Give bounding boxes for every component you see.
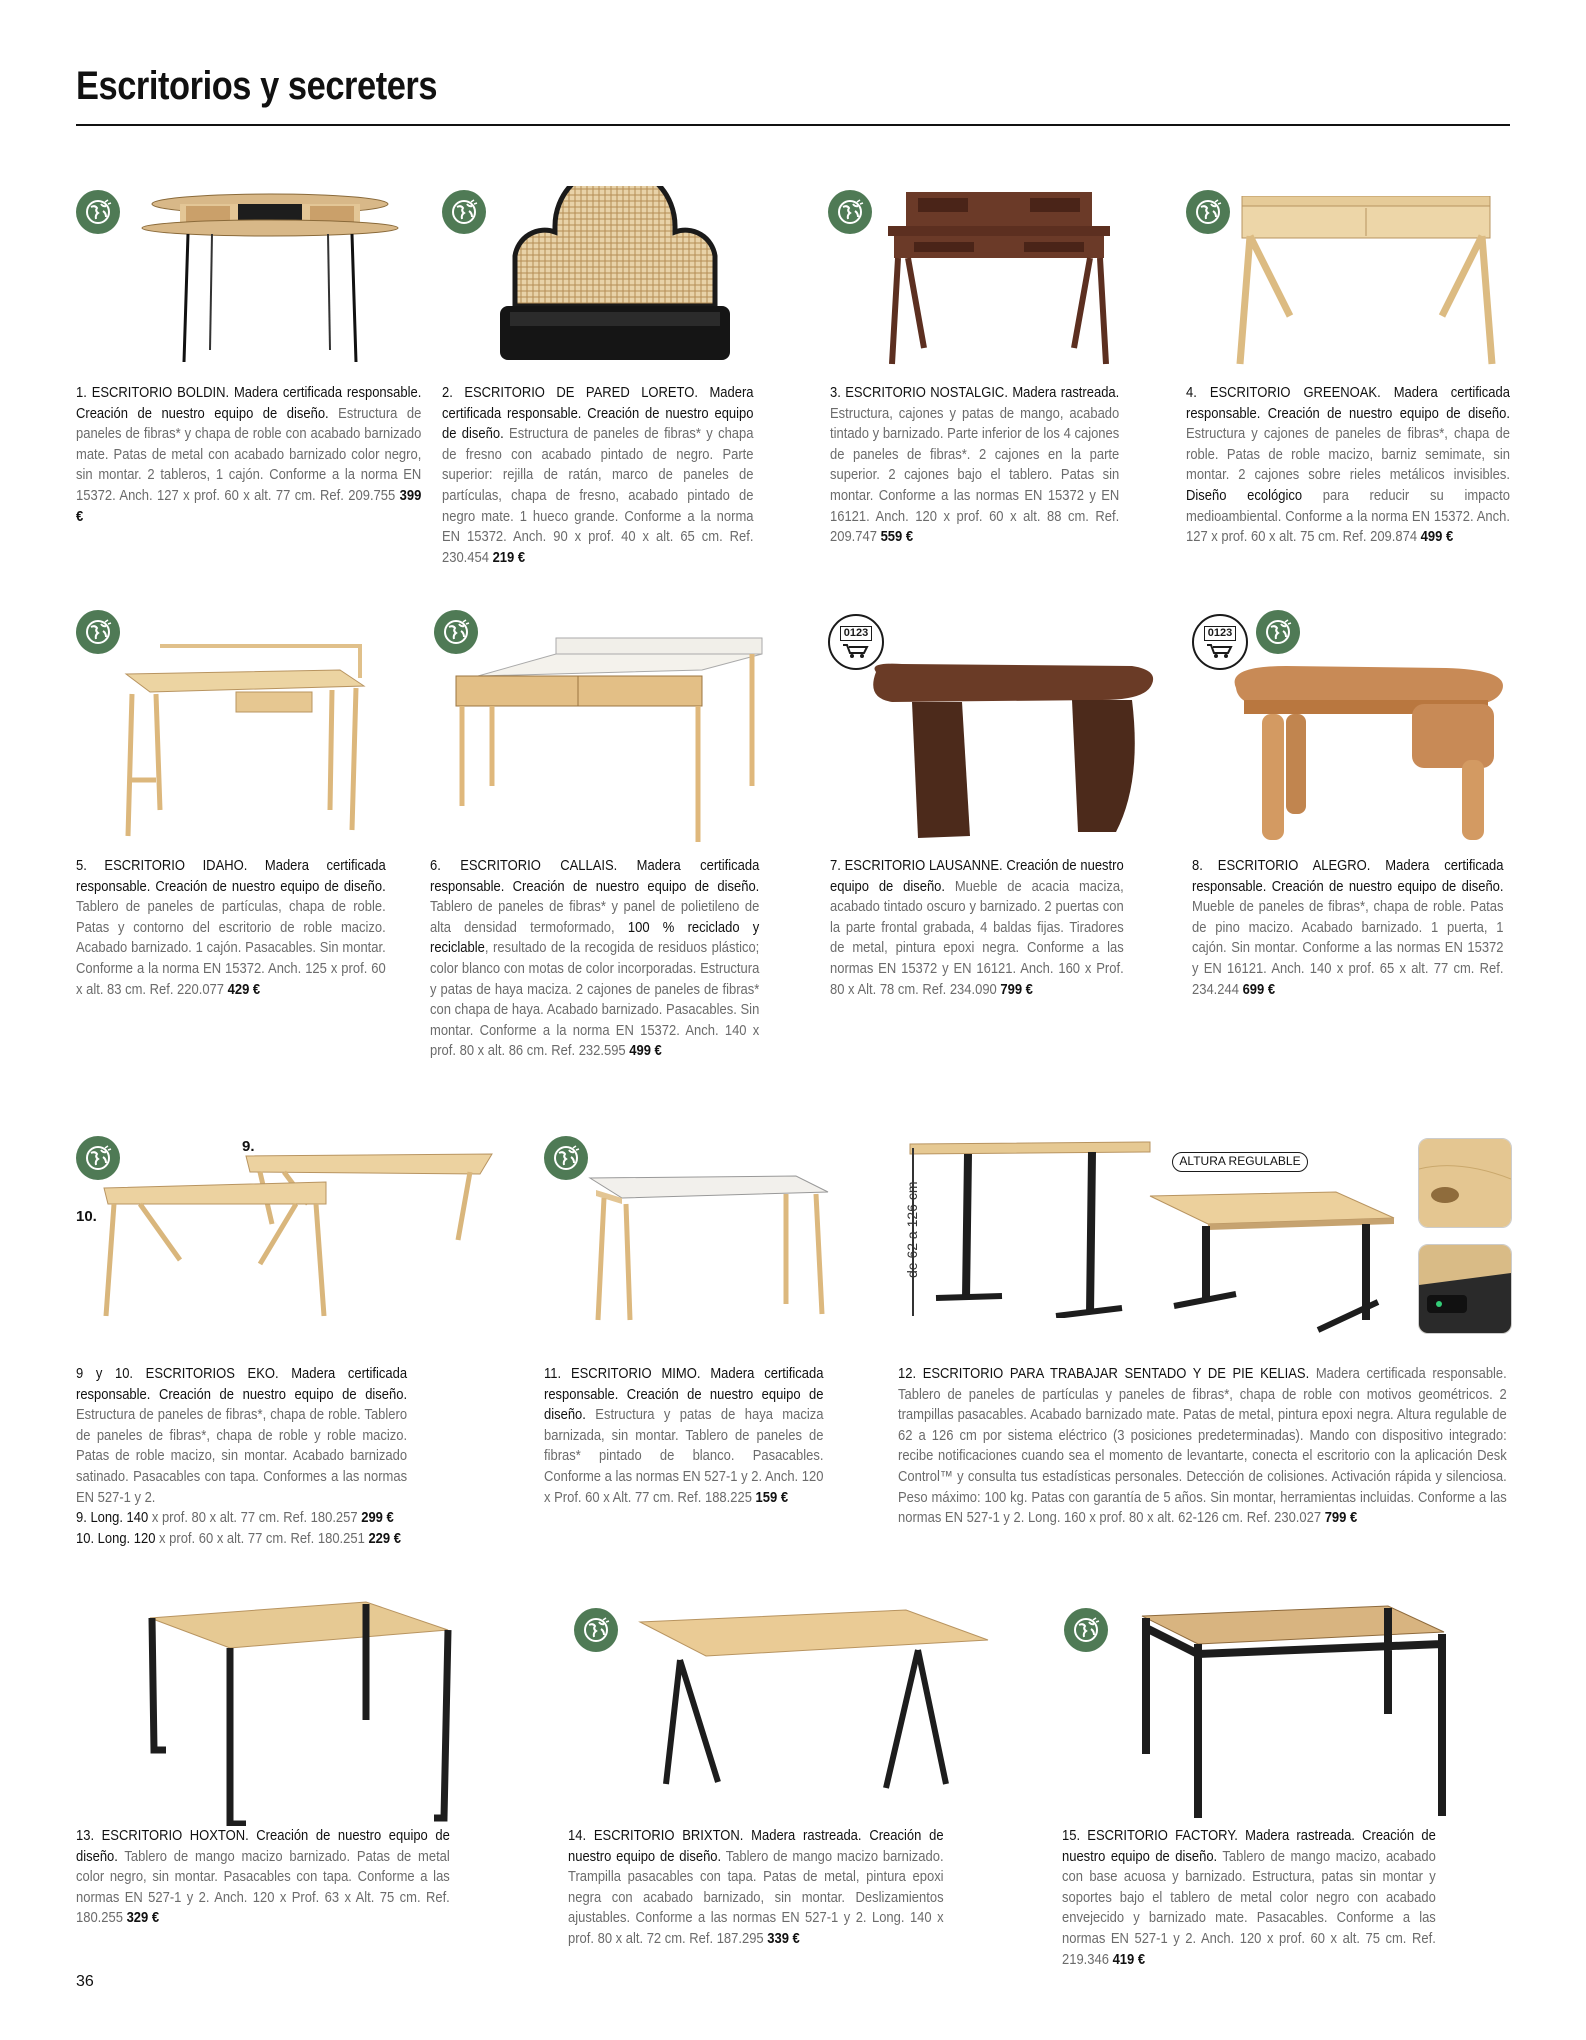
- badge-label: 0123: [1204, 626, 1236, 641]
- product-image-kelias-raised: [906, 1138, 1156, 1318]
- product-description: 8. ESCRITORIO ALEGRO. Madera certificada responsable. Creación de nuestro equipo de diseño. Mueble de paneles de fibras*, chapa de roble. Patas de pino macizo. Acabado barnizado. 1 puerta, 1 cajón. Sin montar. Conforme a las normas EN 15372 y EN 16121. Anch. 140 x prof. 65 x alt. 77 cm. Ref. 234.244 699 €: [1192, 858, 1504, 998]
- detail-image-control-panel: [1418, 1244, 1512, 1334]
- product-description: 14. ESCRITORIO BRIXTON. Madera rastreada. Creación de nuestro equipo de diseño. Tablero de mango macizo barnizado. Trampilla pasacables con tapa. Patas de metal, pintura epoxi negra con acabado barnizado, sin montar. Deslizamientos ajustables. Conforme a las normas EN 527-1 y 2. Long. 140 x prof. 80 x alt. 72 cm. Ref. 187.295 339 €: [568, 1828, 944, 1947]
- product-image-kelias-lowered: [1146, 1190, 1396, 1340]
- product-description: 12. ESCRITORIO PARA TRABAJAR SENTADO Y DE PIE KELIAS. Madera certificada responsable. Tablero de paneles de partículas y paneles de fibras*, chapa de roble con motivos geométricos. 2 trampillas pasacables. Acabado barnizado mate. Patas de metal, pintura epoxi negra. Altura regulable de 62 a 126 cm por sistema eléctrico (3 posiciones predeterminadas). Mando con dispositivo integrado: recibe notificaciones cuando sea el momento de levantarte, conecta el escritorio con la aplicación Desk Control™ y consulta tus estadísticas personales. Detección de colisiones. Activación rápida y silenciosa. Peso máximo: 100 kg. Patas con garantía de 5 años. Sin montar, herramientas incluidas. Conforme a las normas EN 527-1 y 2. Long. 160 x prof. 80 x alt. 62-126 cm. Ref. 230.027 799 €: [898, 1366, 1507, 1527]
- product-image-brixton: [636, 1604, 990, 1794]
- product-image-loreto: [500, 186, 730, 364]
- cart-icon: [1205, 643, 1235, 659]
- product-image-factory: [1138, 1604, 1448, 1822]
- eco-globe-icon: [1186, 190, 1230, 234]
- product-description: 1. ESCRITORIO BOLDIN. Madera certificada responsable. Creación de nuestro equipo de diseño. Estructura de paneles de fibras* y chapa de roble con acabado barnizado mate. Patas de metal con acabado barnizado color negro, sin montar. 2 tableros, 1 cajón. Conforme a la norma EN 15372. Anch. 127 x prof. 60 x alt. 77 cm. Ref. 209.755 399 €: [76, 385, 422, 525]
- product-image-greenoak: [1236, 196, 1496, 368]
- eco-globe-icon: [76, 610, 120, 654]
- product-description: 11. ESCRITORIO MIMO. Madera certificada responsable. Creación de nuestro equipo de diseño. Estructura y patas de haya maciza barnizada, sin montar. Tablero de paneles de fibras* pintado de blanco. Pasacables. Conforme a las normas EN 527-1 y 2. Anch. 120 x Prof. 60 x Alt. 77 cm. Ref. 188.225 159 €: [544, 1366, 824, 1506]
- height-label: de 62 a 126 cm: [904, 1181, 920, 1278]
- product-image-alegro: [1226, 664, 1506, 844]
- product-image-nostalgic: [884, 188, 1114, 368]
- product-image-idaho: [120, 640, 370, 840]
- title-divider: [76, 124, 1510, 126]
- product-description: 6. ESCRITORIO CALLAIS. Madera certificada responsable. Creación de nuestro equipo de diseño. Tablero de paneles de fibras* y panel de polietileno de alta densidad termoformado, 100 % reciclado y reciclable, resultado de la recogida de residuos plástico; color blanco con motas de color incorporadas. Estructura y patas de haya maciza. 2 cajones de paneles de fibras* con chapa de haya. Acabado barnizado. Pasacables. Sin montar. Conforme a la norma EN 15372. Anch. 140 x prof. 80 x alt. 86 cm. Ref. 232.595 499 €: [430, 858, 760, 1060]
- badge-label: 0123: [840, 626, 872, 641]
- page-number: 36: [76, 1973, 94, 1990]
- label-9: 9.: [242, 1138, 255, 1155]
- product-image-hoxton: [146, 1600, 452, 1826]
- eco-globe-icon: [76, 190, 120, 234]
- product-description: 3. ESCRITORIO NOSTALGIC. Madera rastreada. Estructura, cajones y patas de mango, acabado tintado y barnizado. Parte inferior de los 4 cajones de paneles de fibras*. 2 cajones en la parte superior. 2 cajones bajo el tablero. Patas sin montar. Conforme a las normas EN 15372 y EN 16121. Anch. 120 x prof. 60 x alt. 88 cm. Ref. 209.747 559 €: [830, 385, 1120, 546]
- label-10: 10.: [76, 1208, 97, 1225]
- product-description: 15. ESCRITORIO FACTORY. Madera rastreada. Creación de nuestro equipo de diseño. Tablero de mango macizo, acabado con base acuosa y barnizado. Estructura, patas sin montar y soportes bajo el tablero de metal color negro con acabado envejecido y barnizado mate. Pasacables. Conforme a las normas EN 527-1 y 2. Anch. 120 x prof. 60 x alt. 75 cm. Ref. 219.346 419 €: [1062, 1828, 1436, 1968]
- product-description: 4. ESCRITORIO GREENOAK. Madera certificada responsable. Creación de nuestro equipo de diseño. Estructura y cajones de paneles de fibras*, chapa de roble. Patas de roble macizo, barniz semimate, sin montar. 2 cajones sobre rieles metálicos invisibles. Diseño ecológico para reducir su impacto medioambiental. Conforme a la norma EN 15372. Anch. 127 x prof. 60 x alt. 75 cm. Ref. 209.874 499 €: [1186, 385, 1510, 546]
- product-image-mimo: [586, 1164, 836, 1324]
- product-description: 13. ESCRITORIO HOXTON. Creación de nuestro equipo de diseño. Tablero de mango macizo barnizado. Patas de metal color negro, sin montar. Pasacables con tapa. Conforme a las normas EN 527-1 y 2. Anch. 120 x Prof. 63 x Alt. 75 cm. Ref. 180.255 329 €: [76, 1828, 450, 1927]
- eco-globe-icon: [574, 1608, 618, 1652]
- page-title: Escritorios y secreters: [76, 64, 438, 108]
- product-description: 9 y 10. ESCRITORIOS EKO. Madera certificada responsable. Creación de nuestro equipo de diseño. Estructura de paneles de fibras*, chapa de roble. Tablero de paneles de fibras*, chapa de roble y roble macizo. Patas de roble macizo, sin montar. Acabado barnizado satinado. Pasacables con tapa. Conformes a las normas EN 527-1 y 2. 9. Long. 140 x prof. 80 x alt. 77 cm. Ref. 180.257 299 € 10. Long. 120 x prof. 60 x alt. 77 cm. Ref. 180.251 229 €: [76, 1366, 408, 1547]
- adjustable-height-badge: ALTURA REGULABLE: [1172, 1152, 1308, 1172]
- eco-globe-icon: [1064, 1608, 1108, 1652]
- product-image-eko: [100, 1144, 500, 1320]
- product-image-lausanne: [862, 662, 1158, 840]
- cart-icon: [841, 643, 871, 659]
- product-description: 7. ESCRITORIO LAUSANNE. Creación de nuestro equipo de diseño. Mueble de acacia maciza, acabado tintado oscuro y barnizado. 2 puertas con la parte frontal grabada, 4 baldas fijas. Tiradores de metal, pintura epoxi negra. Conforme a las normas EN 15372 y EN 16121. Anch. 160 x Prof. 80 x Alt. 78 cm. Ref. 234.090 799 €: [830, 858, 1124, 998]
- product-image-callais: [452, 636, 772, 844]
- installment-payment-icon: [1192, 614, 1248, 670]
- eco-globe-icon: [442, 190, 486, 234]
- eco-globe-icon: [544, 1136, 588, 1180]
- eco-globe-icon: [828, 190, 872, 234]
- product-description: 2. ESCRITORIO DE PARED LORETO. Madera certificada responsable. Creación de nuestro equipo de diseño. Estructura de paneles de fibras* y chapa de fresno con acabado pintado de negro. Parte superior: rejilla de ratán, marco de paneles de partículas, chapa de fresno, acabado pintado de negro mate. 1 hueco grande. Conforme a la norma EN 15372. Anch. 90 x prof. 40 x alt. 65 cm. Ref. 230.454 219 €: [442, 385, 754, 566]
- detail-image-cable-port: [1418, 1138, 1512, 1228]
- product-description: 5. ESCRITORIO IDAHO. Madera certificada responsable. Creación de nuestro equipo de diseño. Tablero de paneles de partículas, chapa de roble. Patas y contorno del escritorio de roble macizo. Acabado barnizado. 1 cajón. Pasacables. Sin montar. Conforme a la norma EN 15372. Anch. 125 x prof. 60 x alt. 83 cm. Ref. 220.077 429 €: [76, 858, 386, 998]
- eco-globe-icon: [1256, 610, 1300, 654]
- product-image-boldin: [140, 190, 400, 370]
